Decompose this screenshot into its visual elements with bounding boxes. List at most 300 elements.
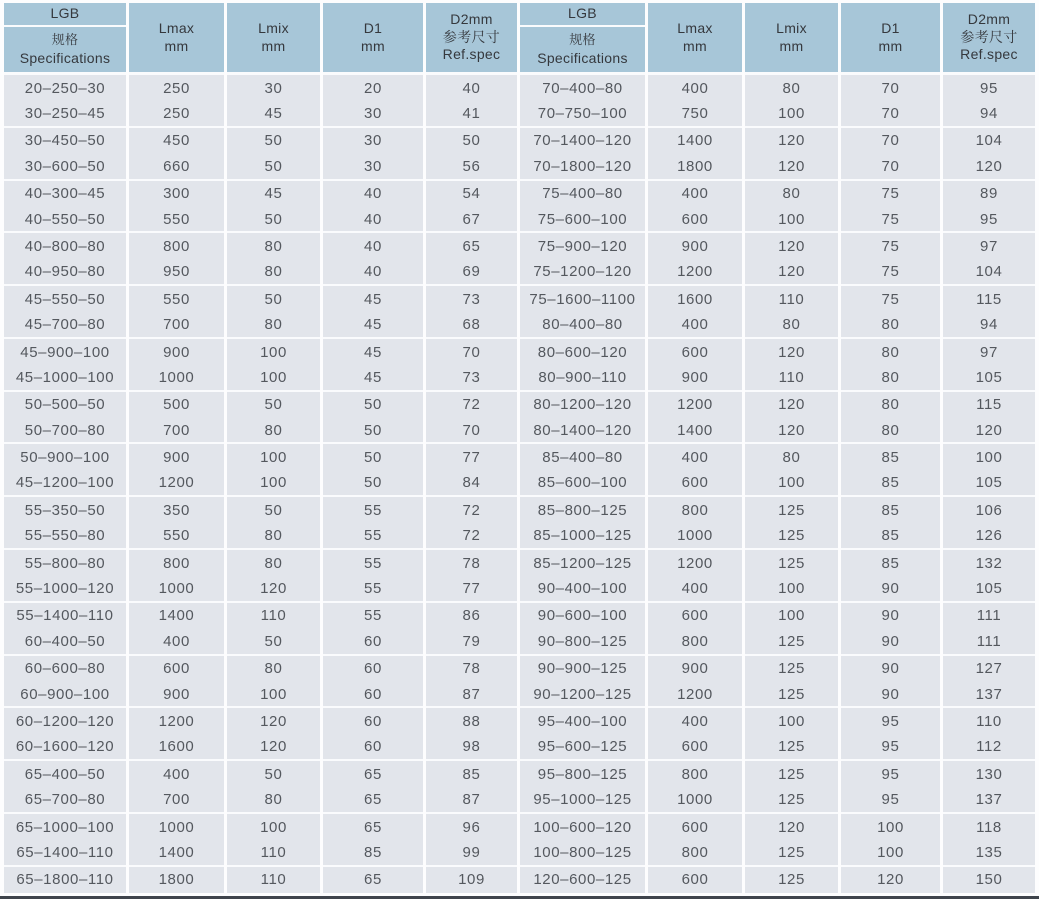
table-cell: 400	[648, 312, 742, 338]
table-cell: 350	[129, 497, 224, 523]
table-cell: 67	[426, 207, 517, 233]
table-cell: 40	[323, 260, 423, 286]
column-header-lmix-label: Lmix	[776, 20, 807, 36]
spec-cell: 60–1200–120	[4, 708, 126, 734]
column-header-lmix-unit: mm	[779, 37, 804, 54]
table-cell: 125	[745, 497, 838, 523]
spec-cell: 40–300–45	[4, 181, 126, 207]
table-cell: 100	[745, 576, 838, 602]
spec-cell: 95–800–125	[520, 761, 645, 787]
spec-cell: 50–700–80	[4, 418, 126, 444]
table-cell: 41	[426, 101, 517, 127]
table-cell: 30	[323, 128, 423, 154]
column-header-lmix-label: Lmix	[258, 20, 289, 36]
table-cell: 700	[129, 787, 224, 813]
table-cell: 80	[227, 312, 320, 338]
table-cell: 85	[841, 524, 940, 550]
table-cell: 1200	[129, 471, 224, 497]
table-cell: 900	[129, 682, 224, 708]
table-cell: 110	[227, 867, 320, 893]
spec-cell: 95–400–100	[520, 708, 645, 734]
table-cell: 96	[426, 814, 517, 840]
table-cell: 1000	[648, 787, 742, 813]
spec-cell: 60–1600–120	[4, 735, 126, 761]
table-cell: 60	[323, 708, 423, 734]
table-cell: 45	[227, 101, 320, 127]
spec-cell: 65–700–80	[4, 787, 126, 813]
table-cell: 72	[426, 392, 517, 418]
table-cell: 45	[323, 365, 423, 391]
table-cell: 40	[323, 181, 423, 207]
table-cell: 130	[943, 761, 1035, 787]
table-cell: 65	[426, 233, 517, 259]
column-header-d1-unit: mm	[361, 37, 385, 54]
spec-cell: 20–250–30	[4, 75, 126, 101]
spec-cell: 70–400–80	[520, 75, 645, 101]
table-cell: 800	[648, 629, 742, 655]
table-cell: 80	[745, 312, 838, 338]
spec-cell: 70–1400–120	[520, 128, 645, 154]
column-header-lmax-label: Lmax	[158, 20, 195, 36]
table-cell: 97	[943, 339, 1035, 365]
table-cell: 97	[943, 233, 1035, 259]
spec-cell: 90–1200–125	[520, 682, 645, 708]
table-cell: 127	[943, 656, 1035, 682]
table-cell: 700	[129, 418, 224, 444]
table-cell: 75	[841, 286, 940, 312]
table-cell: 1600	[648, 286, 742, 312]
table-cell: 550	[129, 207, 224, 233]
table-cell: 60	[323, 629, 423, 655]
table-cell: 900	[648, 365, 742, 391]
table-cell: 900	[129, 444, 224, 470]
table-cell: 100	[745, 471, 838, 497]
table-cell: 110	[227, 603, 320, 629]
table-cell: 50	[227, 761, 320, 787]
table-cell: 80	[841, 339, 940, 365]
spec-cell: 85–600–100	[520, 471, 645, 497]
table-cell: 98	[426, 735, 517, 761]
table-cell: 120	[943, 418, 1035, 444]
spec-cell: 75–600–100	[520, 207, 645, 233]
table-cell: 111	[943, 629, 1035, 655]
table-cell: 30	[227, 75, 320, 101]
table-cell: 126	[943, 524, 1035, 550]
spec-cell: 85–1000–125	[520, 524, 645, 550]
spec-cell: 55–1400–110	[4, 603, 126, 629]
table-cell: 50	[227, 207, 320, 233]
table-cell: 120	[745, 128, 838, 154]
spec-cell: 90–800–125	[520, 629, 645, 655]
table-cell: 700	[129, 312, 224, 338]
header-d2-label: D2mm	[967, 11, 1011, 28]
table-cell: 600	[648, 867, 742, 893]
table-cell: 95	[841, 708, 940, 734]
table-cell: 125	[745, 682, 838, 708]
table-cell: 118	[943, 814, 1035, 840]
table-cell: 80	[227, 260, 320, 286]
table-cell: 94	[943, 312, 1035, 338]
column-header-specifications	[520, 3, 645, 75]
header-ref-cn-label: 参考尺寸	[960, 28, 1018, 45]
column-header-lmax	[129, 3, 224, 75]
table-cell: 120	[745, 339, 838, 365]
table-cell: 450	[129, 128, 224, 154]
table-cell: 50	[323, 392, 423, 418]
table-cell: 100	[227, 814, 320, 840]
table-cell: 70	[426, 418, 517, 444]
table-cell: 45	[323, 286, 423, 312]
table-cell: 400	[648, 75, 742, 101]
table-cell: 1200	[648, 260, 742, 286]
table-cell: 40	[323, 207, 423, 233]
table-cell: 86	[426, 603, 517, 629]
table-cell: 1200	[129, 708, 224, 734]
spec-cell: 95–600–125	[520, 735, 645, 761]
table-cell: 73	[426, 365, 517, 391]
spec-cell: 70–750–100	[520, 101, 645, 127]
header-spec-en-label: Specifications	[537, 49, 628, 66]
table-cell: 80	[227, 524, 320, 550]
table-cell: 120	[841, 867, 940, 893]
table-cell: 65	[323, 867, 423, 893]
table-cell: 45	[227, 181, 320, 207]
table-cell: 55	[323, 497, 423, 523]
table-cell: 95	[841, 787, 940, 813]
table-cell: 80	[841, 365, 940, 391]
table-cell: 70	[426, 339, 517, 365]
table-cell: 550	[129, 286, 224, 312]
table-cell: 85	[426, 761, 517, 787]
column-header-d2	[426, 3, 517, 75]
table-cell: 1400	[648, 418, 742, 444]
table-cell: 137	[943, 787, 1035, 813]
table-cell: 110	[745, 365, 838, 391]
table-cell: 111	[943, 603, 1035, 629]
table-cell: 125	[745, 735, 838, 761]
table-cell: 400	[648, 708, 742, 734]
table-cell: 45	[323, 312, 423, 338]
table-cell: 100	[841, 840, 940, 866]
table-cell: 70	[841, 101, 940, 127]
spec-table	[4, 3, 1035, 893]
table-cell: 50	[227, 497, 320, 523]
table-cell: 300	[129, 181, 224, 207]
spec-cell: 65–1400–110	[4, 840, 126, 866]
header-spec-cn-label: 规格	[51, 31, 79, 47]
table-cell: 1200	[648, 682, 742, 708]
table-cell: 100	[841, 814, 940, 840]
table-cell: 85	[841, 497, 940, 523]
table-cell: 125	[745, 787, 838, 813]
table-cell: 115	[943, 392, 1035, 418]
table-cell: 80	[745, 181, 838, 207]
table-cell: 100	[745, 101, 838, 127]
table-cell: 78	[426, 656, 517, 682]
spec-cell: 70–1800–120	[520, 154, 645, 180]
column-header-lmax-unit: mm	[164, 37, 189, 54]
table-cell: 1200	[648, 392, 742, 418]
table-cell: 80	[227, 233, 320, 259]
table-cell: 400	[648, 181, 742, 207]
table-cell: 104	[943, 128, 1035, 154]
column-header-d2	[943, 3, 1035, 75]
table-cell: 70	[841, 154, 940, 180]
table-cell: 95	[943, 75, 1035, 101]
column-header-lmix	[227, 3, 320, 75]
spec-cell: 60–900–100	[4, 682, 126, 708]
table-cell: 85	[841, 550, 940, 576]
spec-cell: 80–900–110	[520, 365, 645, 391]
header-spec-labels	[4, 27, 126, 72]
table-cell: 85	[323, 840, 423, 866]
table-cell: 50	[227, 392, 320, 418]
table-cell: 125	[745, 656, 838, 682]
table-cell: 30	[323, 101, 423, 127]
table-cell: 68	[426, 312, 517, 338]
table-cell: 100	[943, 444, 1035, 470]
spec-cell: 95–1000–125	[520, 787, 645, 813]
table-cell: 132	[943, 550, 1035, 576]
table-cell: 72	[426, 524, 517, 550]
table-cell: 120	[943, 154, 1035, 180]
table-cell: 65	[323, 761, 423, 787]
table-cell: 100	[227, 682, 320, 708]
table-cell: 150	[943, 867, 1035, 893]
table-cell: 54	[426, 181, 517, 207]
table-cell: 900	[648, 656, 742, 682]
header-spec-en-label: Specifications	[19, 49, 111, 66]
table-cell: 55	[323, 603, 423, 629]
table-cell: 110	[745, 286, 838, 312]
table-cell: 50	[227, 128, 320, 154]
column-header-d1-label: D1	[881, 20, 900, 36]
table-cell: 400	[129, 761, 224, 787]
column-header-d1	[323, 3, 423, 75]
table-cell: 800	[129, 550, 224, 576]
table-cell: 80	[227, 418, 320, 444]
header-lgb-label: LGB	[520, 3, 645, 27]
table-cell: 750	[648, 101, 742, 127]
table-cell: 65	[323, 787, 423, 813]
spec-cell: 85–800–125	[520, 497, 645, 523]
table-cell: 400	[648, 576, 742, 602]
table-cell: 900	[648, 233, 742, 259]
spec-cell: 45–900–100	[4, 339, 126, 365]
table-cell: 600	[648, 603, 742, 629]
spec-cell: 65–1000–100	[4, 814, 126, 840]
table-cell: 600	[648, 207, 742, 233]
spec-cell: 30–250–45	[4, 101, 126, 127]
table-cell: 60	[323, 682, 423, 708]
table-cell: 1000	[129, 576, 224, 602]
table-cell: 125	[745, 629, 838, 655]
spec-cell: 80–600–120	[520, 339, 645, 365]
table-cell: 125	[745, 761, 838, 787]
column-header-specifications	[4, 3, 126, 75]
table-cell: 72	[426, 497, 517, 523]
table-cell: 100	[745, 603, 838, 629]
table-cell: 1600	[129, 735, 224, 761]
table-cell: 600	[129, 656, 224, 682]
spec-cell: 120–600–125	[520, 867, 645, 893]
table-cell: 80	[745, 75, 838, 101]
spec-cell: 80–400–80	[520, 312, 645, 338]
table-cell: 109	[426, 867, 517, 893]
table-cell: 45	[323, 339, 423, 365]
spec-cell: 45–700–80	[4, 312, 126, 338]
table-cell: 120	[745, 418, 838, 444]
header-ref-en-label: Ref.spec	[960, 46, 1018, 63]
table-cell: 95	[841, 761, 940, 787]
table-cell: 60	[323, 735, 423, 761]
table-cell: 900	[129, 339, 224, 365]
table-cell: 60	[323, 656, 423, 682]
table-cell: 87	[426, 787, 517, 813]
spec-cell: 100–800–125	[520, 840, 645, 866]
column-header-d1-unit: mm	[878, 37, 903, 54]
table-cell: 90	[841, 576, 940, 602]
table-cell: 110	[943, 708, 1035, 734]
table-cell: 120	[227, 708, 320, 734]
table-cell: 56	[426, 154, 517, 180]
table-cell: 660	[129, 154, 224, 180]
spec-cell: 55–800–80	[4, 550, 126, 576]
spec-cell: 40–950–80	[4, 260, 126, 286]
spec-cell: 55–1000–120	[4, 576, 126, 602]
table-cell: 90	[841, 629, 940, 655]
table-cell: 125	[745, 524, 838, 550]
table-cell: 100	[227, 339, 320, 365]
table-cell: 1800	[648, 154, 742, 180]
table-cell: 80	[745, 444, 838, 470]
header-spec-labels	[520, 27, 645, 72]
table-cell: 50	[426, 128, 517, 154]
table-cell: 80	[841, 418, 940, 444]
table-cell: 1400	[129, 603, 224, 629]
table-cell: 80	[227, 550, 320, 576]
spec-cell: 55–350–50	[4, 497, 126, 523]
spec-cell: 40–800–80	[4, 233, 126, 259]
table-cell: 69	[426, 260, 517, 286]
table-cell: 100	[227, 365, 320, 391]
table-cell: 800	[648, 497, 742, 523]
table-cell: 77	[426, 444, 517, 470]
column-header-d1	[841, 3, 940, 75]
table-cell: 137	[943, 682, 1035, 708]
table-cell: 120	[227, 735, 320, 761]
table-cell: 55	[323, 576, 423, 602]
table-cell: 105	[943, 471, 1035, 497]
spec-cell: 100–600–120	[520, 814, 645, 840]
table-cell: 95	[943, 207, 1035, 233]
table-cell: 600	[648, 339, 742, 365]
column-header-lmix	[745, 3, 838, 75]
table-cell: 55	[323, 550, 423, 576]
table-cell: 77	[426, 576, 517, 602]
table-cell: 50	[227, 629, 320, 655]
table-cell: 100	[227, 444, 320, 470]
column-header-lmax-unit: mm	[683, 37, 707, 54]
table-cell: 112	[943, 735, 1035, 761]
table-cell: 75	[841, 233, 940, 259]
header-ref-en-label: Ref.spec	[442, 46, 501, 63]
table-cell: 125	[745, 867, 838, 893]
table-cell: 50	[227, 286, 320, 312]
spec-cell: 50–900–100	[4, 444, 126, 470]
table-cell: 1000	[648, 524, 742, 550]
spec-cell: 60–600–80	[4, 656, 126, 682]
spec-cell: 85–400–80	[520, 444, 645, 470]
table-cell: 1800	[129, 867, 224, 893]
table-cell: 1400	[129, 840, 224, 866]
table-cell: 125	[745, 840, 838, 866]
table-cell: 550	[129, 524, 224, 550]
table-cell: 400	[129, 629, 224, 655]
table-cell: 120	[745, 260, 838, 286]
column-header-lmax-label: Lmax	[677, 20, 713, 36]
spec-cell: 75–900–120	[520, 233, 645, 259]
table-cell: 80	[841, 312, 940, 338]
table-cell: 115	[943, 286, 1035, 312]
table-cell: 250	[129, 75, 224, 101]
table-cell: 104	[943, 260, 1035, 286]
header-lgb-label: LGB	[4, 3, 126, 27]
table-cell: 600	[648, 735, 742, 761]
column-header-d1-label: D1	[363, 20, 383, 36]
table-cell: 120	[227, 576, 320, 602]
header-spec-cn-label: 规格	[569, 31, 596, 47]
table-cell: 70	[841, 75, 940, 101]
table-cell: 55	[323, 524, 423, 550]
table-cell: 106	[943, 497, 1035, 523]
spec-cell: 30–600–50	[4, 154, 126, 180]
table-cell: 125	[745, 550, 838, 576]
spec-cell: 40–550–50	[4, 207, 126, 233]
table-cell: 1000	[129, 814, 224, 840]
table-cell: 70	[841, 128, 940, 154]
table-cell: 88	[426, 708, 517, 734]
table-cell: 120	[745, 154, 838, 180]
table-cell: 800	[129, 233, 224, 259]
spec-cell: 65–1800–110	[4, 867, 126, 893]
spec-cell: 45–1200–100	[4, 471, 126, 497]
table-cell: 250	[129, 101, 224, 127]
table-cell: 600	[648, 471, 742, 497]
table-cell: 80	[841, 392, 940, 418]
table-cell: 85	[841, 444, 940, 470]
table-cell: 75	[841, 181, 940, 207]
spec-cell: 75–1600–1100	[520, 286, 645, 312]
table-cell: 90	[841, 603, 940, 629]
spec-cell: 45–1000–100	[4, 365, 126, 391]
table-cell: 73	[426, 286, 517, 312]
spec-cell: 80–1200–120	[520, 392, 645, 418]
spec-cell: 55–550–80	[4, 524, 126, 550]
spec-cell: 60–400–50	[4, 629, 126, 655]
table-cell: 50	[323, 444, 423, 470]
table-cell: 30	[323, 154, 423, 180]
table-cell: 80	[227, 656, 320, 682]
table-cell: 1000	[129, 365, 224, 391]
table-cell: 84	[426, 471, 517, 497]
table-cell: 950	[129, 260, 224, 286]
header-ref-cn-label: 参考尺寸	[442, 28, 501, 45]
table-cell: 600	[648, 814, 742, 840]
spec-cell: 90–400–100	[520, 576, 645, 602]
table-cell: 95	[841, 735, 940, 761]
table-cell: 500	[129, 392, 224, 418]
